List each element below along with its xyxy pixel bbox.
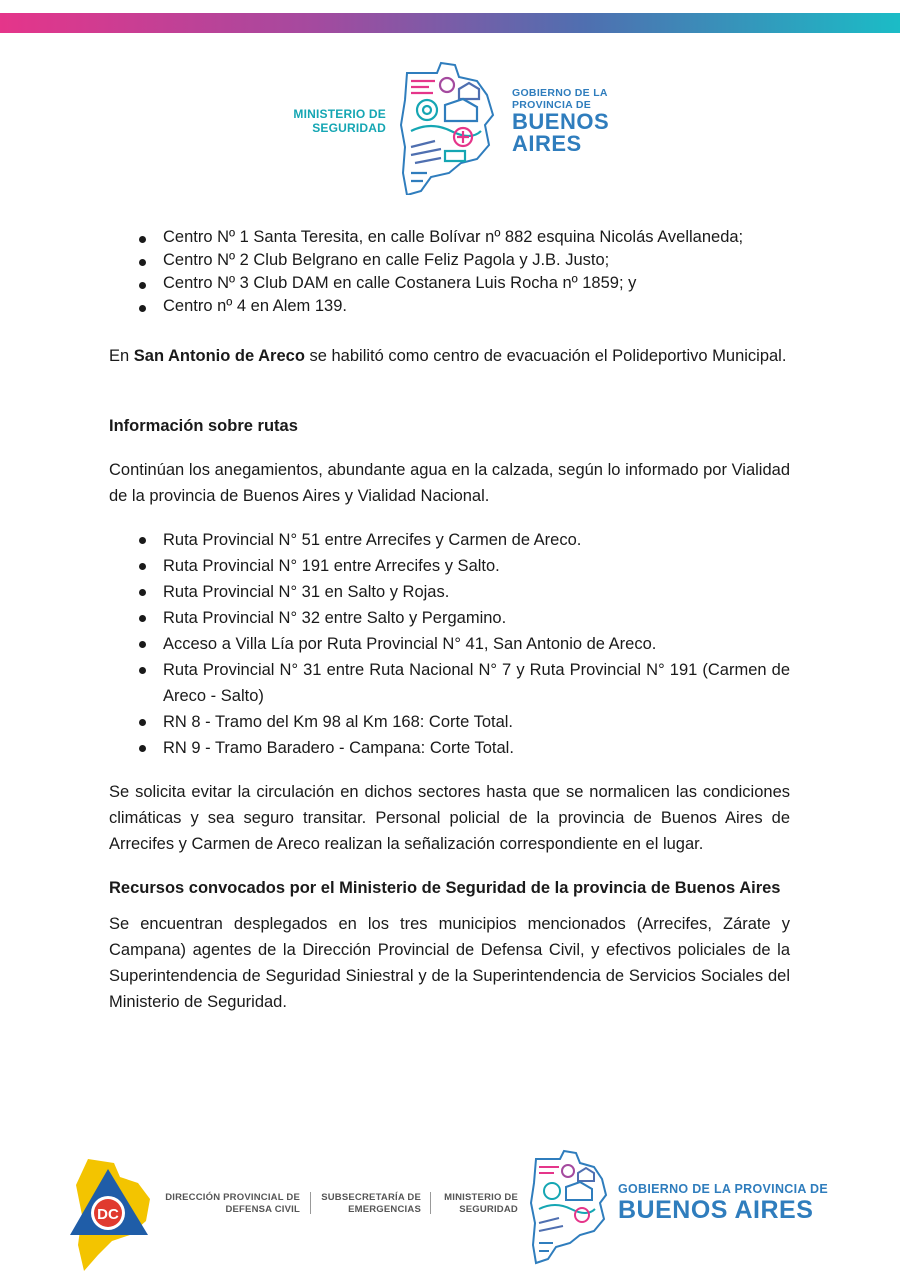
ministerio-seguridad-label: MINISTERIO DE SEGURIDAD — [293, 107, 386, 135]
document-body — [109, 226, 790, 1015]
list-item: Ruta Provincial N° 31 en Salto y Rojas. — [109, 579, 790, 605]
list-item: Centro nº 4 en Alem 139. — [109, 295, 790, 318]
ministerio-seguridad-footer-label: MINISTERIO DE SEGURIDAD — [444, 1192, 518, 1215]
rutas-outro: Se solicita evitar la circulación en dichos sectores hasta que se normalicen las condiciones climáticas y sea seguro transitar. Personal policial de la provincia de Buenos Aires de Arrecifes y Carmen de Areco realizan la señalización correspondiente en el lugar. — [109, 783, 790, 853]
dc-badge-text: DC — [97, 1206, 119, 1223]
list-item: Centro Nº 3 Club DAM en calle Costanera Luis Rocha nº 1859; y — [109, 272, 790, 295]
list-item: Ruta Provincial N° 32 entre Salto y Pergamino. — [109, 605, 790, 631]
list-item: Centro Nº 1 Santa Teresita, en calle Bolívar nº 882 esquina Nicolás Avellaneda; — [109, 226, 790, 249]
province-map-emblem — [397, 55, 497, 195]
recursos-heading: Recursos convocados por el Ministerio de Seguridad de la provincia de Buenos Aires — [109, 879, 781, 897]
header-logo — [0, 50, 900, 200]
list-item: Centro Nº 2 Club Belgrano en calle Feliz Pagola y J.B. Justo; — [109, 249, 790, 272]
list-item: Ruta Provincial N° 51 entre Arrecifes y Carmen de Areco. — [109, 527, 790, 553]
list-item: Acceso a Villa Lía por Ruta Provincial N° 41, San Antonio de Areco. — [109, 631, 790, 657]
rutas-intro: Continúan los anegamientos, abundante agua en la calzada, según lo informado por Vialidad de la provincia de Buenos Aires y Vialidad Nacional. — [109, 461, 790, 505]
list-item: Ruta Provincial N° 31 entre Ruta Nacional N° 7 y Ruta Provincial N° 191 (Carmen de Areco - Salto) — [109, 657, 790, 709]
province-map-emblem-footer — [528, 1145, 608, 1265]
rutas-list — [109, 527, 790, 761]
top-gradient-bar — [0, 13, 900, 33]
subsecretaria-emergencias-label: SUBSECRETARÍA DE EMERGENCIAS — [321, 1192, 421, 1215]
rutas-heading: Información sobre rutas — [109, 417, 298, 435]
defensa-civil-logo — [68, 1155, 154, 1273]
centros-list — [109, 226, 790, 318]
list-item: Ruta Provincial N° 191 entre Arrecifes y Salto. — [109, 553, 790, 579]
gobierno-buenos-aires-label: GOBIERNO DE LA PROVINCIA DE BUENOS AIRES — [512, 87, 610, 156]
areco-bold-name: San Antonio de Areco — [133, 347, 305, 365]
direccion-defensa-civil-label: DIRECCIÓN PROVINCIAL DE DEFENSA CIVIL — [165, 1192, 300, 1215]
footer-divider — [310, 1192, 311, 1214]
list-item: RN 8 - Tramo del Km 98 al Km 168: Corte Total. — [109, 709, 790, 735]
gobierno-buenos-aires-footer-label: GOBIERNO DE LA PROVINCIA DE BUENOS AIRES — [618, 1182, 828, 1224]
list-item: RN 9 - Tramo Baradero - Campana: Corte Total. — [109, 735, 790, 761]
footer — [0, 1140, 900, 1271]
footer-divider — [430, 1192, 431, 1214]
areco-paragraph: En San Antonio de Areco se habilitó como centro de evacuación el Polideportivo Municipal. — [109, 347, 787, 365]
recursos-body: Se encuentran desplegados en los tres municipios mencionados (Arrecifes, Zárate y Campana) agentes de la Dirección Provincial de Defensa Civil, y efectivos policiales de la Superintendencia de Seguridad Siniestral y de la Superintendencia de Servicios Sociales del Ministerio de Seguridad. — [109, 915, 790, 1011]
